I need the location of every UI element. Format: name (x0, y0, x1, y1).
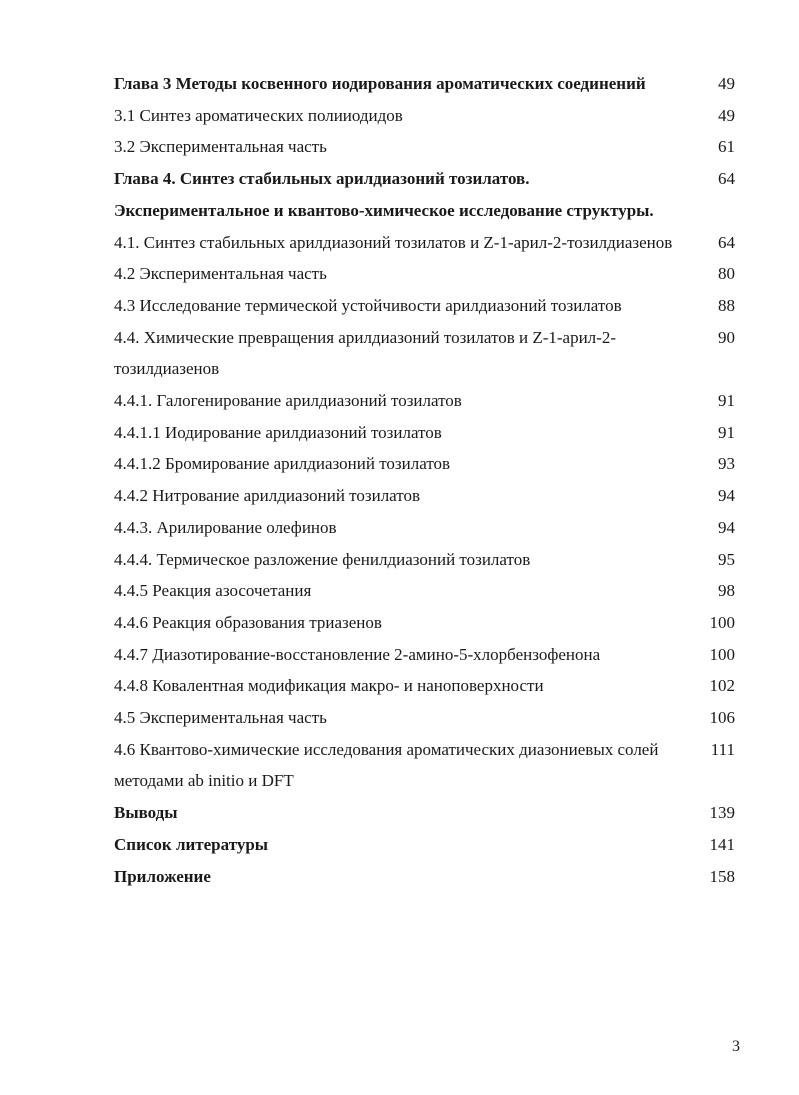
toc-entry-chapter-4-subtitle (114, 195, 739, 227)
toc-entry-title: 4.5 Экспериментальная часть (114, 708, 327, 728)
toc-entry-page: 94 (718, 517, 735, 537)
toc-entry-title: Экспериментальное и квантово-химическое исследование структуры. (114, 200, 654, 220)
toc-entry-title: 4.4.6 Реакция образования триазенов (114, 612, 382, 632)
toc-entry-title: Глава 4. Синтез стабильных арилдиазоний тозилатов. (114, 169, 530, 189)
table-of-contents (114, 68, 739, 892)
toc-entry-title: Выводы (114, 803, 178, 823)
toc-entry-4-4-6 (114, 607, 739, 639)
toc-entry-title: 4.4.1.1 Иодирование арилдиазоний тозилатов (114, 422, 442, 442)
toc-entry-page: 94 (718, 486, 735, 506)
toc-entry-title: 3.1 Синтез ароматических полииодидов (114, 105, 403, 125)
toc-entry-title: 4.4.1.2 Бромирование арилдиазоний тозилатов (114, 454, 451, 474)
toc-entry-title: 4.4.8 Ковалентная модификация макро- и наноповерхности (114, 676, 544, 696)
toc-entry-4-4-2 (114, 480, 739, 512)
toc-entry-4-4-1-2 (114, 448, 739, 480)
toc-entry-4-4-8 (114, 670, 739, 702)
toc-entry-title: 4.1. Синтез стабильных арилдиазоний тозилатов и Z-1-арил-2-тозилдиазенов (114, 232, 673, 252)
toc-entry-title: 4.4.1. Галогенирование арилдиазоний тозилатов (114, 391, 462, 411)
toc-entry-page: 139 (709, 803, 735, 823)
toc-entry-page: 91 (718, 422, 735, 442)
toc-entry-page: 100 (709, 644, 735, 664)
toc-entry-page: 49 (718, 74, 735, 93)
toc-entry-page: 158 (709, 866, 735, 886)
toc-entry-4-4-3 (114, 512, 739, 544)
toc-entry-title: 4.6 Квантово-химические исследования ароматических диазониевых солей методами ab initio и DFT (114, 739, 659, 791)
toc-entry-4-4-1 (114, 385, 739, 417)
toc-entry-3-1 (114, 100, 739, 132)
toc-entry-page: 88 (718, 295, 735, 315)
toc-entry-page: 106 (709, 708, 735, 728)
toc-entry-title: 4.4.7 Диазотирование-восстановление 2-амино-5-хлорбензофенона (114, 644, 601, 664)
toc-entry-3-2 (114, 131, 739, 163)
toc-entry-page: 98 (718, 581, 735, 601)
toc-entry-page: 93 (718, 454, 735, 474)
toc-entry-4-4-5 (114, 575, 739, 607)
toc-entry-4-1 (114, 227, 739, 259)
toc-entry-title: Список литературы (114, 834, 269, 854)
toc-entry-page: 91 (718, 391, 735, 411)
toc-entry-page: 64 (718, 169, 735, 189)
toc-entry-4-4-1-1 (114, 417, 739, 449)
toc-entry-page: 111 (710, 739, 735, 759)
toc-entry-page: 100 (709, 612, 735, 632)
toc-entry-title: 4.4.2 Нитрование арилдиазоний тозилатов (114, 486, 421, 506)
toc-entry-4-4 (114, 322, 739, 385)
toc-entry-title: Приложение (114, 866, 211, 886)
toc-entry-title: 4.3 Исследование термической устойчивости арилдиазоний тозилатов (114, 295, 622, 315)
toc-entry-page: 64 (718, 232, 735, 252)
toc-entry-4-6 (114, 734, 739, 797)
toc-entry-4-2 (114, 258, 739, 290)
toc-entry-4-5 (114, 702, 739, 734)
toc-entry-chapter-3 (114, 68, 739, 100)
toc-entry-title: 4.4.5 Реакция азосочетания (114, 581, 312, 601)
toc-entry-chapter-4 (114, 163, 739, 195)
toc-entry-page: 102 (709, 676, 735, 696)
toc-entry-4-4-7 (114, 639, 739, 671)
toc-entry-appendix (114, 861, 739, 893)
toc-entry-page: 141 (709, 834, 735, 854)
toc-entry-references (114, 829, 739, 861)
toc-entry-page: 95 (718, 549, 735, 569)
toc-entry-title: 4.2 Экспериментальная часть (114, 264, 327, 284)
toc-entry-title: 4.4. Химические превращения арилдиазоний тозилатов и Z-1-арил-2-тозилдиазенов (114, 327, 616, 379)
toc-entry-4-3 (114, 290, 739, 322)
toc-entry-title: 4.4.4. Термическое разложение фенилдиазоний тозилатов (114, 549, 531, 569)
toc-entry-4-4-4 (114, 544, 739, 576)
toc-entry-page: 61 (718, 137, 735, 157)
toc-entry-page: 80 (718, 264, 735, 284)
toc-entry-page: 90 (718, 327, 735, 347)
toc-entry-title: Глава 3 Методы косвенного иодирования ароматических соединений (114, 74, 646, 93)
page-number: 3 (732, 1038, 740, 1055)
toc-entry-page: 49 (718, 105, 735, 125)
toc-entry-title: 4.4.3. Арилирование олефинов (114, 517, 337, 537)
toc-entry-title: 3.2 Экспериментальная часть (114, 137, 327, 157)
toc-entry-conclusions (114, 797, 739, 829)
